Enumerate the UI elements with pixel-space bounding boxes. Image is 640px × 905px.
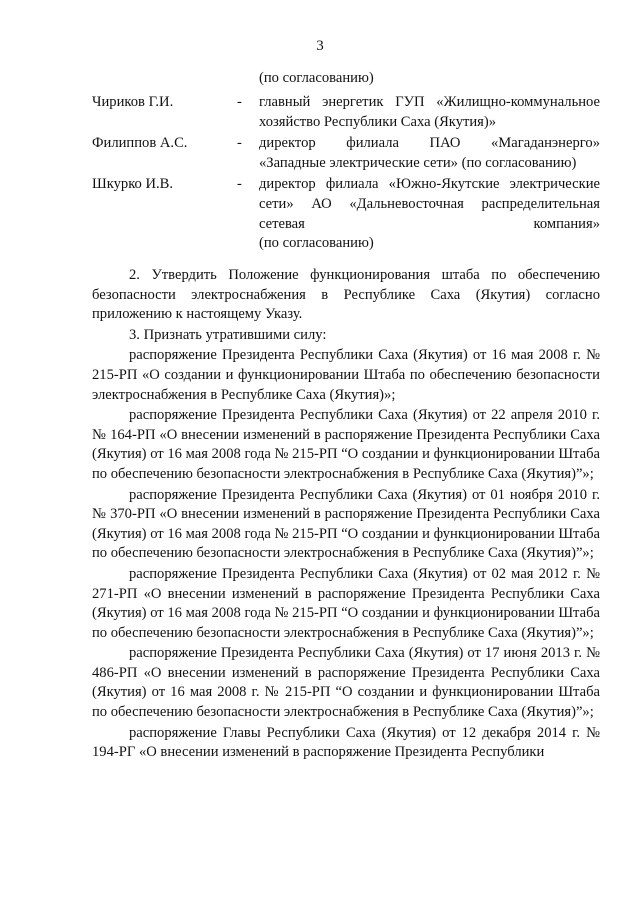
member-name: Чириков Г.И. <box>92 94 174 110</box>
member-dash: - <box>237 176 242 193</box>
member-role-line: «Западные электрические сети» (по согласованию) <box>259 154 577 171</box>
member-role <box>259 93 600 132</box>
member-role-line: директор филиала ПАО «Магаданэнерго» <box>259 135 600 152</box>
member-dash: - <box>237 94 242 110</box>
member-dash: - <box>237 135 242 152</box>
paragraph: распоряжение Президента Республики Саха (Якутия) от 17 июня 2013 г. № 486-РП «О внесении изменений в распоряжение Президента Республики Саха (Якутия) от 16 мая 2008 г. № 215-РП “О создании и функционировании Штаба по обеспечению безопасности электроснабжения в Республике Саха (Якутия)”»; <box>92 645 600 721</box>
commission-list <box>92 93 600 256</box>
page-number: 3 <box>316 38 324 54</box>
paragraph: распоряжение Президента Республики Саха (Якутия) от 16 мая 2008 г. № 215-РП «О создании и функционировании Штаба по обеспечению безопасности электроснабжения в Республике Саха (Якутия)»; <box>92 347 600 403</box>
commission-member <box>92 134 600 173</box>
paragraph: распоряжение Президента Республики Саха (Якутия) от 01 ноября 2010 г. № 370-РП «О внесении изменений в распоряжение Президента Республики Саха (Якутия) от 16 мая 2008 года № 215-РП “О создании и функционировании Штаба по обеспечению безопасности электроснабжения в Республике Саха (Якутия)”»; <box>92 486 600 562</box>
member-role-line: сети» АО «Дальневосточная распределительная <box>259 195 600 212</box>
member-name: Филиппов А.С. <box>92 135 188 152</box>
member-role-line: сетевая компания» <box>259 215 600 232</box>
member-role-line: главный энергетик ГУП «Жилищно-коммунальное <box>259 94 600 110</box>
paragraph: 3. Признать утратившими силу: <box>129 326 327 343</box>
member-role-line: хозяйство Республики Саха (Якутия)» <box>259 113 497 130</box>
paragraph: распоряжение Президента Республики Саха (Якутия) от 02 мая 2012 г. № 271-РП «О внесении изменений в распоряжение Президента Республики Саха (Якутия) от 16 мая 2008 года № 215-РП “О создании и функционировании Штаба по обеспечению безопасности электроснабжения в Республике Саха (Якутия)”»; <box>92 565 600 641</box>
paragraph: распоряжение Президента Республики Саха (Якутия) от 22 апреля 2010 г. № 164-РП «О внесении изменений в распоряжение Президента Республики Саха (Якутия) от 16 мая 2008 года № 215-РП “О создании и функционировании Штаба по обеспечению безопасности электроснабжения в Республике Саха (Якутия)”»; <box>92 407 600 482</box>
commission-continuation: (по согласованию) <box>259 70 374 86</box>
member-role <box>259 175 600 253</box>
member-name: Шкурко И.В. <box>92 176 174 193</box>
commission-member <box>92 175 600 253</box>
paragraph: распоряжение Главы Республики Саха (Якутия) от 12 декабря 2014 г. № 194-РГ «О внесении изменений в распоряжение Президента Республики <box>92 724 600 761</box>
member-role-line: директор филиала «Южно-Якутские электрические <box>259 176 600 193</box>
commission-member <box>92 93 600 132</box>
member-role-line: (по согласованию) <box>259 235 374 252</box>
paragraph: 2. Утвердить Положение функционирования штаба по обеспечению безопасности электроснабжения в Республике Саха (Якутия) согласно приложению к настоящему Указу. <box>92 267 600 323</box>
document-body <box>92 266 600 764</box>
member-role <box>259 134 600 173</box>
